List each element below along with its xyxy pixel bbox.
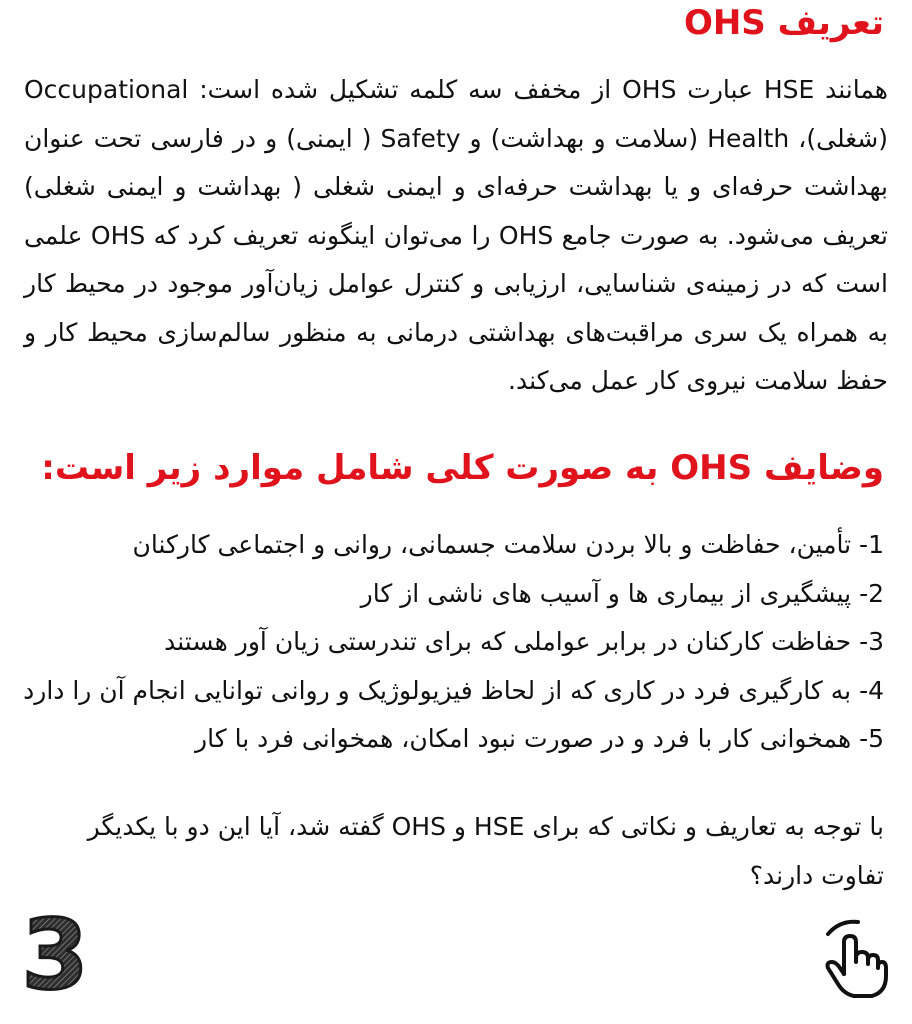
list-item: 2- پیشگیری از بیماری ها و آسیب های ناشی از کار — [360, 578, 884, 608]
duties-list — [24, 521, 884, 764]
closing-question: با توجه به تعاریف و نکاتی که برای HSE و OHS گفته شد، آیا این دو با یکدیگر تفاوت دارند؟ — [87, 812, 884, 890]
list-item: 3- حفاظت کارکنان در برابر عواملی که برای تندرستی زیان آور هستند — [164, 627, 884, 656]
list-item: 5- همخوانی کار با فرد و در صورت نبود امکان، همخوانی فرد با کار — [195, 724, 884, 753]
swipe-hand-icon — [814, 912, 890, 1000]
page-number-text: 3 — [21, 908, 89, 998]
definition-paragraph: همانند HSE عبارت OHS از مخفف سه کلمه تشکیل شده است: Occupational (شغلی)، Health (سلامت و بهداشت) و Safety ( ایمنی) و در فارسی تحت عنوان بهداشت حرفه‌ای و یا بهداشت حرفه‌ای و ایمنی شغلی ( بهداشت و ایمنی شغلی) تعریف می‌شود. به صورت جامع OHS را می‌توان اینگونه تعریف کرد که OHS علمی است که در زمینه‌ی شناسایی، ارزیابی و کنترل عوامل زیان‌آور موجود در محیط کار به همراه یک سری مراقبت‌های بهداشتی درمانی به منظور سالم‌سازی محیط کار و حفظ سلامت نیروی کار عمل می‌کند. — [24, 75, 889, 395]
list-item: 1- تأمین، حفاظت و بالا بردن سلامت جسمانی، روانی و اجتماعی کارکنان — [132, 530, 884, 559]
duties-heading: وضایف OHS به صورت کلی شامل موارد زیر است: — [41, 448, 884, 488]
list-item: 4- به کارگیری فرد در کاری که از لحاظ فیزیولوژیک و روانی توانایی انجام آن را دارد — [23, 675, 884, 705]
page-number — [20, 908, 90, 998]
definition-heading: تعریف OHS — [683, 3, 884, 43]
